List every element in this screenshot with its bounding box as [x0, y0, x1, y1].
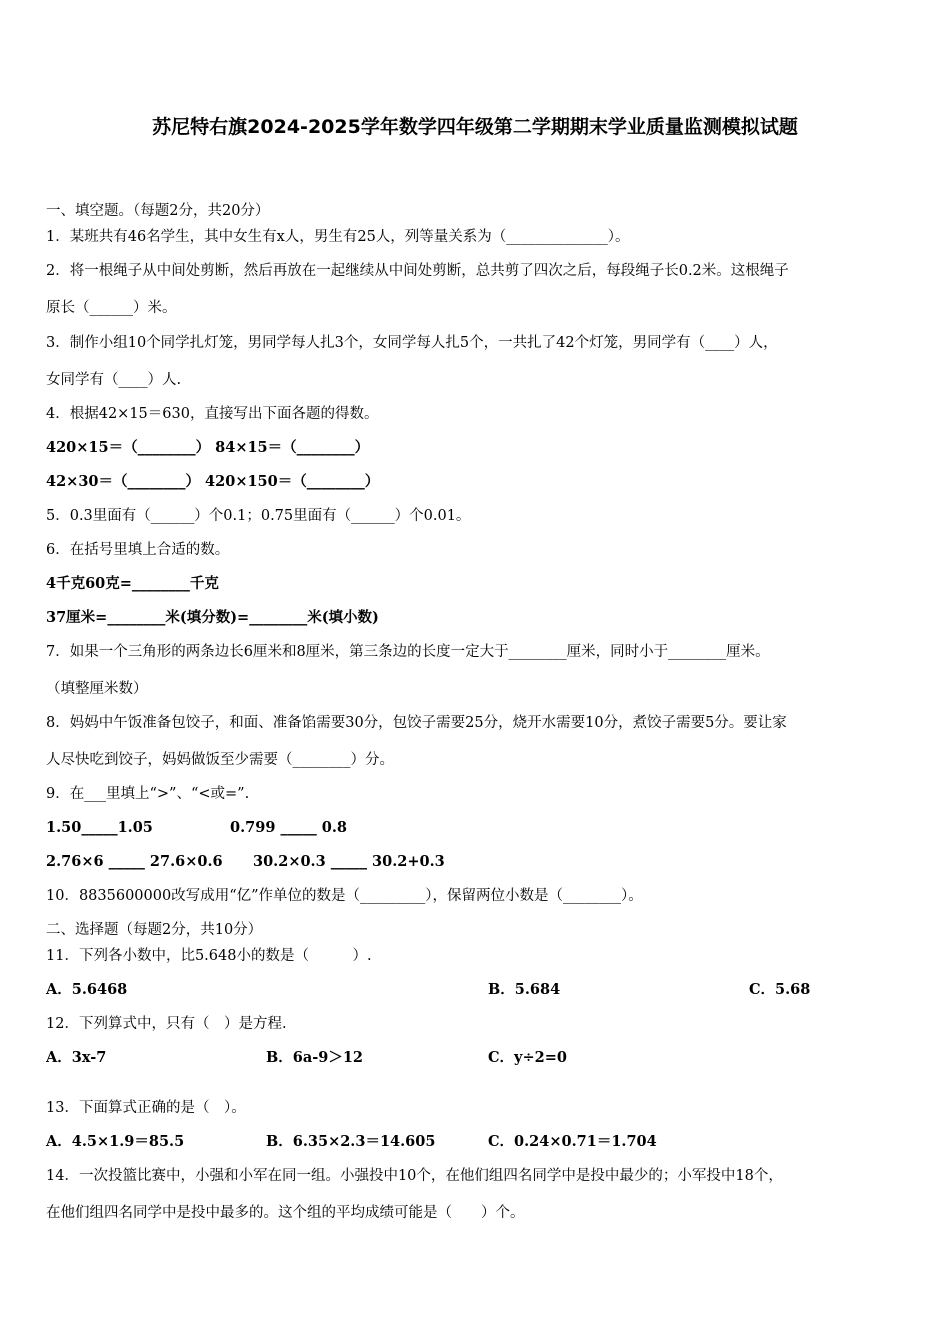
question-14-line-1: 14．一次投篮比赛中，小强和小军在同一组。小强投中10个，在他们组四名同学中是投中最少的；小军投中18个， — [46, 1168, 783, 1184]
question-2-line-2: 原长（______）米。 — [46, 300, 177, 316]
question-11: 11．下列各小数中，比5.648小的数是（ ）. — [46, 948, 372, 964]
question-12-option-c: C．y÷2=0 — [488, 1049, 567, 1066]
question-12-option-a: A．3x-7 — [46, 1049, 107, 1066]
question-7-line-2: （填整厘米数） — [46, 681, 148, 697]
question-9: 9．在___里填上“>”、“<或=”. — [46, 786, 250, 802]
question-14-line-2: 在他们组四名同学中是投中最多的。这个组的平均成绩可能是（ ）个。 — [46, 1205, 525, 1221]
question-9-item-3: 2.76×6 _____ 27.6×0.6 — [46, 853, 223, 870]
question-4-row-2: 42×30＝（________） 420×150＝（________） — [46, 473, 380, 490]
question-9-item-2: 0.799 _____ 0.8 — [230, 819, 347, 836]
question-13-option-a: A．4.5×1.9＝85.5 — [46, 1133, 185, 1150]
question-12: 12．下列算式中，只有（ ）是方程. — [46, 1016, 287, 1032]
page-title: 苏尼特右旗2024-2025学年数学四年级第二学期期末学业质量监测模拟试题 — [152, 116, 798, 138]
question-12-option-b: B．6a-9＞12 — [266, 1049, 364, 1066]
question-11-option-a: A．5.6468 — [46, 981, 128, 998]
question-5: 5．0.3里面有（______）个0.1；0.75里面有（______）个0.01。 — [46, 508, 471, 524]
question-6-row-2: 37厘米=________米(填分数)=________米(填小数) — [46, 609, 379, 626]
question-4: 4．根据42×15＝630，直接写出下面各题的得数。 — [46, 406, 379, 422]
question-6-row-1: 4千克60克=________千克 — [46, 575, 219, 592]
section-heading-multiple-choice: 二、选择题（每题2分，共10分） — [46, 922, 263, 938]
question-11-option-b: B．5.684 — [488, 981, 561, 998]
question-8-line-2: 人尽快吃到饺子，妈妈做饭至少需要（________）分。 — [46, 752, 394, 768]
question-8-line-1: 8．妈妈中午饭准备包饺子，和面、准备馅需要30分，包饺子需要25分，烧开水需要10分，煮饺子需要5分。要让家 — [46, 715, 787, 731]
question-2-line-1: 2．将一根绳子从中间处剪断，然后再放在一起继续从中间处剪断，总共剪了四次之后，每段绳子长0.2米。这根绳子 — [46, 263, 789, 279]
question-13-option-b: B．6.35×2.3＝14.605 — [266, 1133, 436, 1150]
question-4-row-1: 420×15＝（________） 84×15＝（________） — [46, 439, 370, 456]
question-3-line-2: 女同学有（____）人. — [46, 372, 182, 388]
section-heading-fill-blank: 一、填空题。（每题2分，共20分） — [46, 203, 270, 219]
question-11-option-c: C．5.68 — [749, 981, 811, 998]
question-1: 1．某班共有46名学生，其中女生有x人，男生有25人，列等量关系为（______________）。 — [46, 229, 630, 245]
question-9-item-1: 1.50_____1.05 — [46, 819, 153, 836]
question-7-line-1: 7．如果一个三角形的两条边长6厘米和8厘米，第三条边的长度一定大于________厘米，同时小于________厘米。 — [46, 644, 770, 660]
question-13-option-c: C．0.24×0.71＝1.704 — [488, 1133, 657, 1150]
question-9-item-4: 30.2×0.3 _____ 30.2+0.3 — [253, 853, 445, 870]
question-6: 6．在括号里填上合适的数。 — [46, 542, 230, 558]
question-13: 13．下面算式正确的是（ ）。 — [46, 1100, 246, 1116]
question-3-line-1: 3．制作小组10个同学扎灯笼，男同学每人扎3个，女同学每人扎5个，一共扎了42个灯笼，男同学有（____）人， — [46, 335, 778, 351]
question-10: 10．8835600000改写成用“亿”作单位的数是（_________），保留两位小数是（________）。 — [46, 888, 643, 904]
